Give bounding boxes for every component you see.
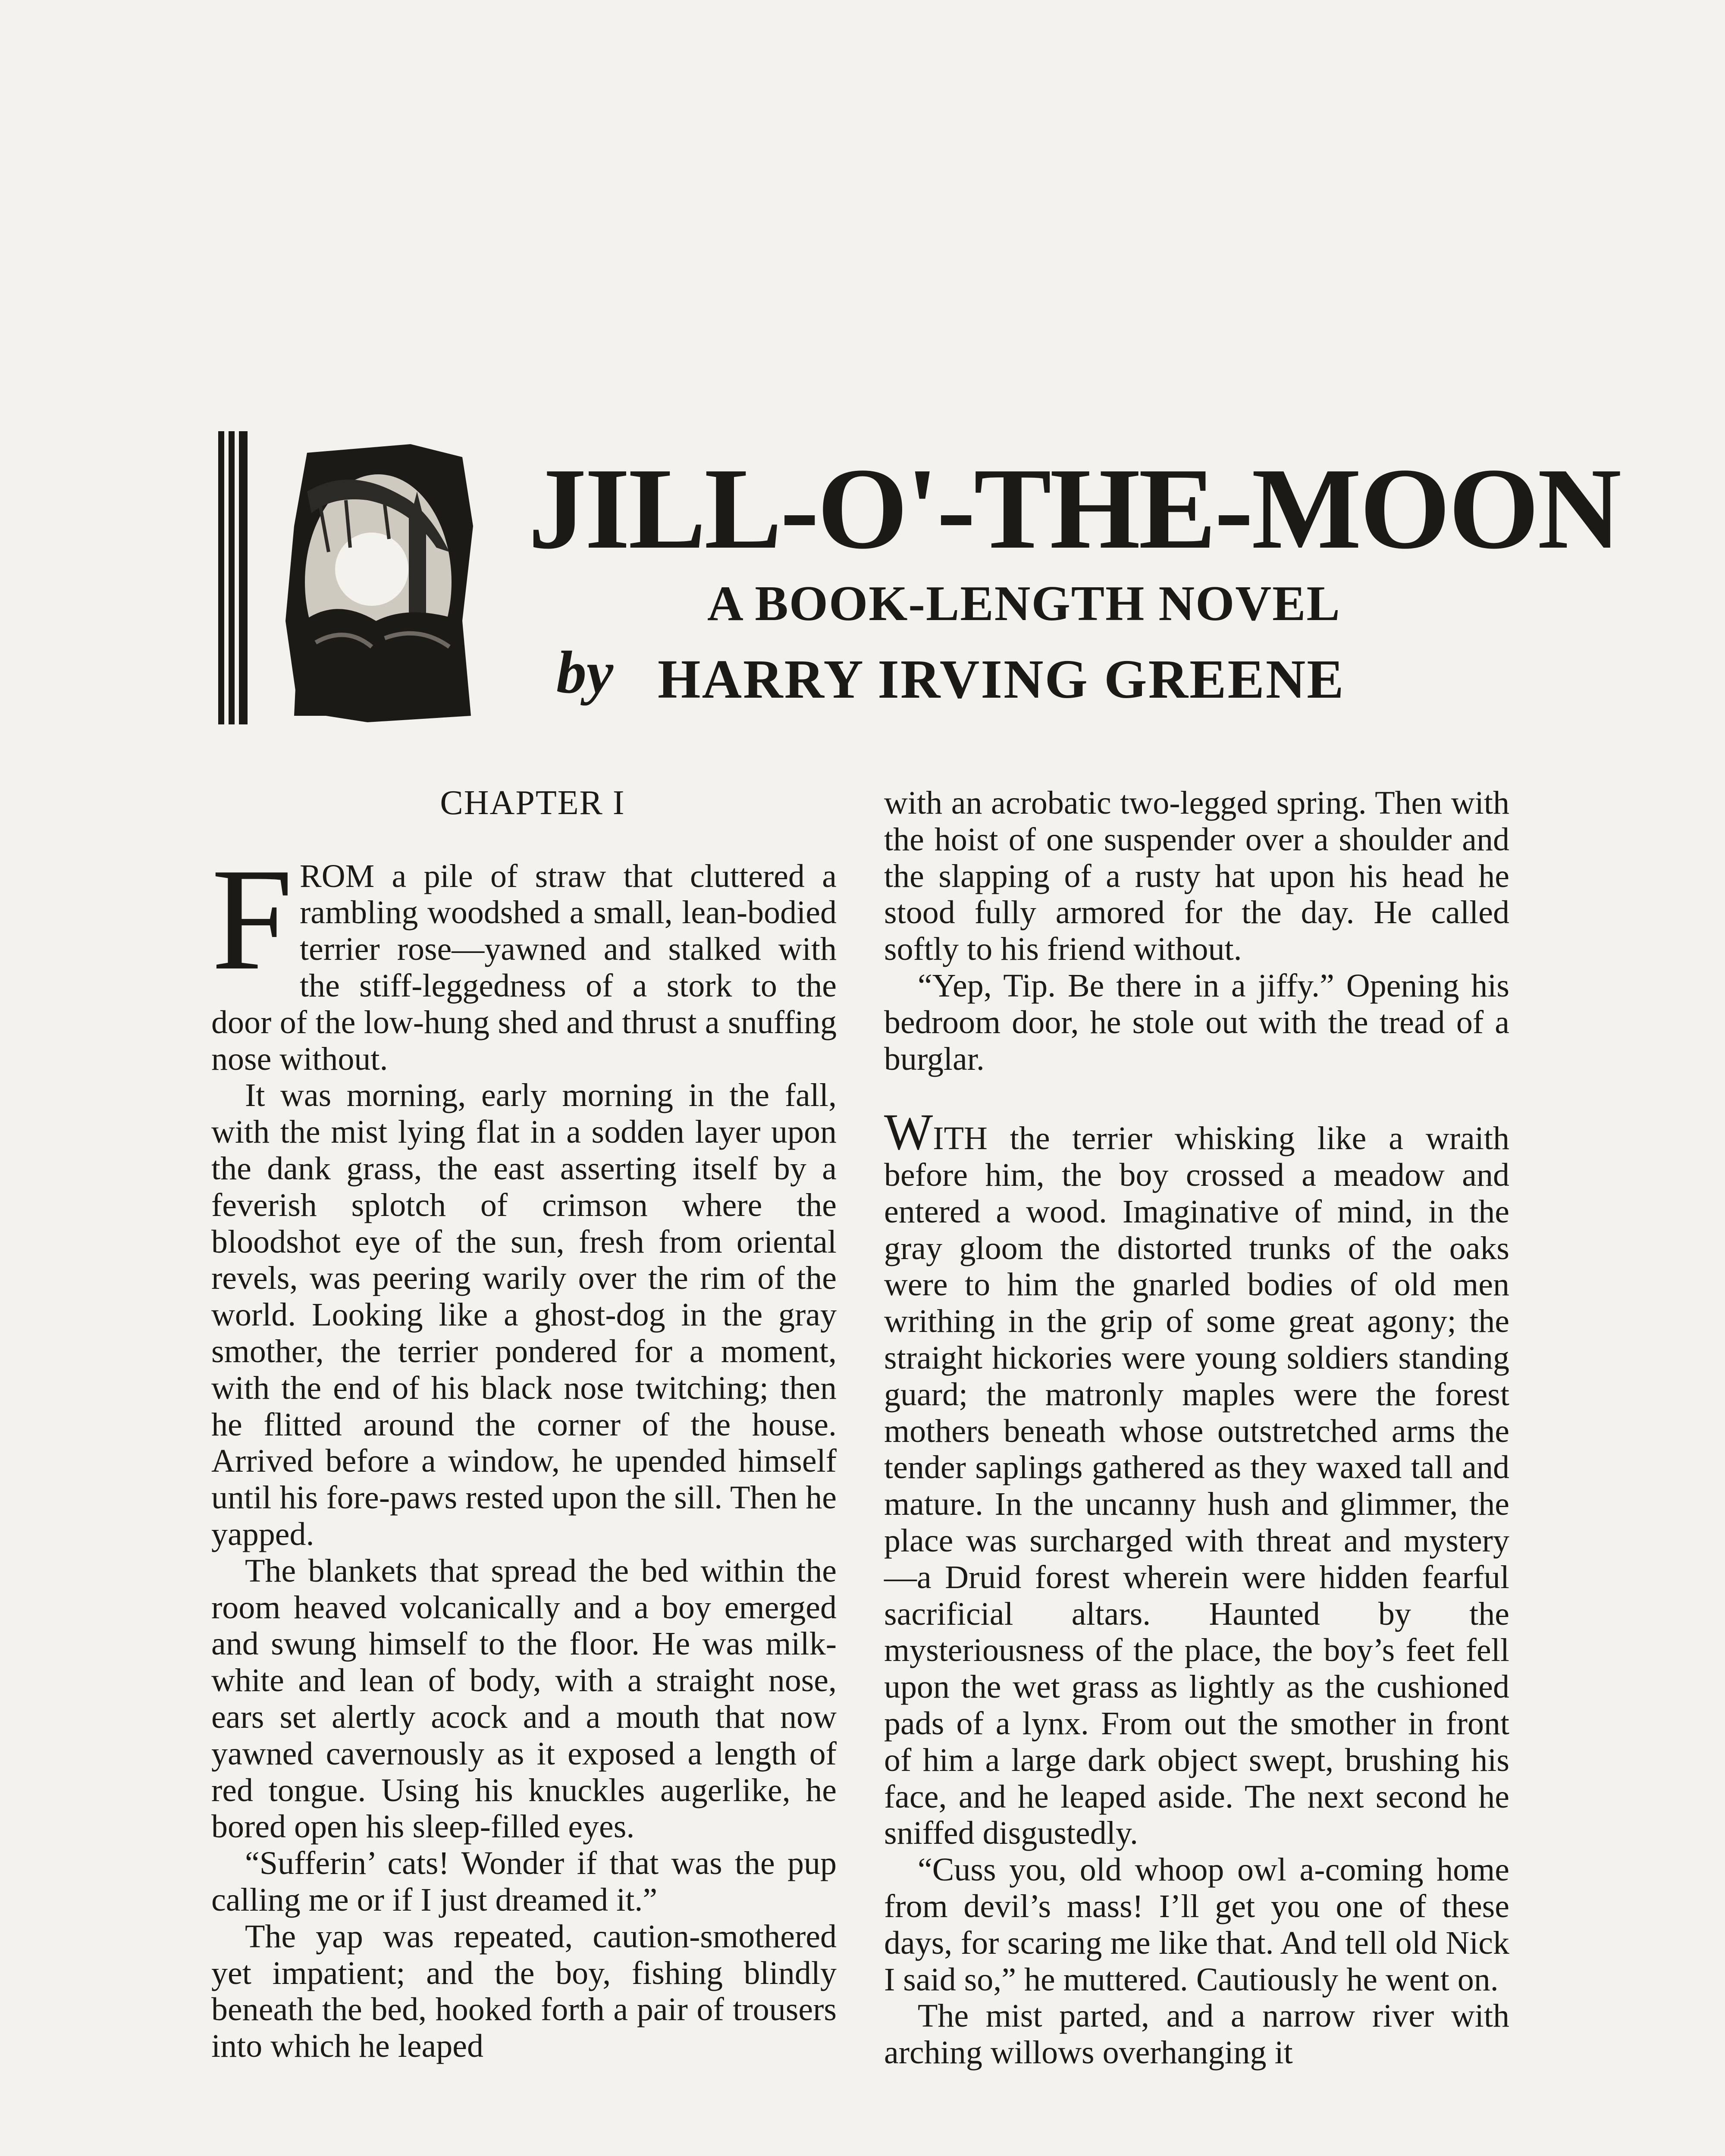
- story-title: JILL-O'-THE-MOON: [528, 444, 1620, 573]
- paragraph: “Yep, Tip. Be there in a jiffy.” Opening his bedroom door, he stole out with the tread of a burglar.: [884, 967, 1509, 1077]
- paragraph: with an acrobatic two-legged spring. Then with the hoist of one suspender over a shoulder and the slapping of a rusty hat upon his head he stood fully armored for the day. He called softly to his friend without.: [884, 785, 1509, 968]
- byline-prefix: by: [556, 639, 614, 706]
- left-text-column: [211, 785, 837, 2065]
- paragraph: It was morning, early morning in the fall, with the mist lying flat in a sodden layer upon the dank grass, the east asserting itself by a feverish splotch of crimson where the bloodshot eye of the sun, fresh from oriental revels, was peering warily over the rim of the world. Looking like a ghost-dog in the gray smother, the terrier pondered for a moment, with the end of his black nose twitching; then he flitted around the corner of the house. Arrived before a window, he upended himself until his fore-paws rested upon the sill. Then he yapped.: [211, 1077, 837, 1552]
- moonlit-church-vignette-icon: [281, 440, 475, 724]
- paragraph: “Sufferin’ cats! Wonder if that was the pup calling me or if I just dreamed it.”: [211, 1845, 837, 1918]
- title-rule-bars: [218, 431, 248, 724]
- paragraph: WITH the terrier whisking like a wraith before him, the boy crossed a meadow and entered a wood. Imaginative of mind, in the gray gloom the distorted trunks of the oaks were to him the gnarled bodies of old men writhing in the grip of some great agony; the straight hickories were young soldiers standing guard; the matronly maples were the forest mothers beneath whose outstretched arms the tender saplings gathered as they waxed tall and mature. In the uncanny hush and glimmer, the place was surcharged with threat and mystery—a Druid forest wherein were hidden fearful sacrificial altars. Haunted by the mysteriousness of the place, the boy’s feet fell upon the wet grass as lightly as the cushioned pads of a lynx. From out the smother in front of him a large dark object swept, brushing his face, and he leaped aside. The next second he sniffed disgustedly.: [884, 1103, 1509, 1852]
- section-initial: W: [884, 1103, 933, 1161]
- paragraph: The mist parted, and a narrow river with arching willows overhanging it: [884, 1998, 1509, 2071]
- right-text-column: [884, 785, 1509, 2071]
- chapter-heading: CHAPTER I: [440, 784, 625, 822]
- paragraph: The yap was repeated, caution-smothered yet impatient; and the boy, fishing blindly beneath the bed, hooked forth a pair of trousers into which he leaped: [211, 1918, 837, 2065]
- paragraph: “Cuss you, old whoop owl a-coming home from devil’s mass! I’ll get you one of these days, for scaring me like that. And tell old Nick I said so,” he muttered. Cautiously he went on.: [884, 1852, 1509, 1998]
- story-subtitle: A BOOK-LENGTH NOVEL: [707, 576, 1341, 631]
- paragraph: The blankets that spread the bed within the room heaved volcanically and a boy emerged and swung himself to the floor. He was milk-white and lean of body, with a straight nose, ears set alertly acock and a mouth that now yawned cavernously as it exposed a length of red tongue. Using his knuckles augerlike, he bored open his sleep-filled eyes.: [211, 1552, 837, 1845]
- paragraph: FROM a pile of straw that cluttered a rambling woodshed a small, lean-bodied terrier rose—yawned and stalked with the stiff-leggedness of a stork to the door of the low-hung shed and thrust a snuffing nose without.: [211, 837, 837, 1077]
- drop-cap: F: [211, 837, 293, 1000]
- author-name: HARRY IRVING GREENE: [658, 649, 1345, 710]
